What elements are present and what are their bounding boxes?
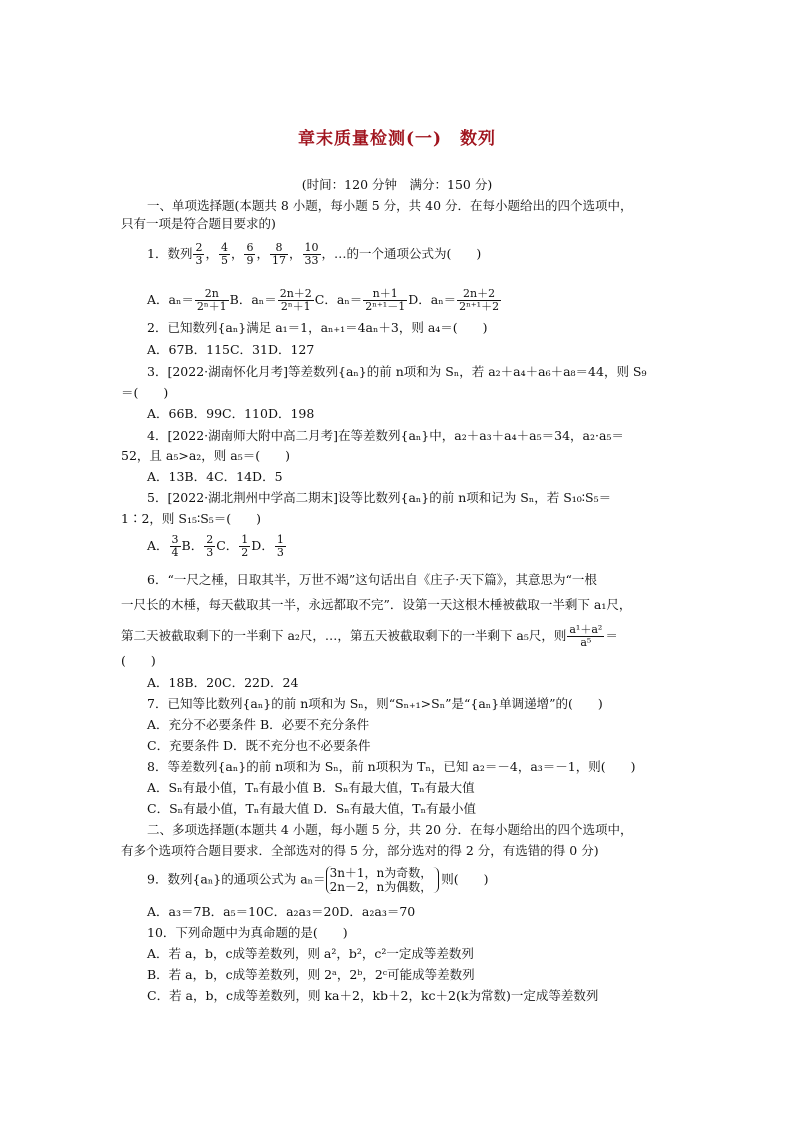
question-6-line4: ( ) xyxy=(121,653,156,668)
section2-heading-cont: 有多个选项符合题目要求．全部选对的得 5 分，部分选对的得 2 分，有选错的得 0 分) xyxy=(121,843,599,858)
question-5: 5．[2022·湖北荆州中学高二期末]设等比数列{aₙ}的前 n项和记为 Sₙ，若 S₁₀∶S₅＝ xyxy=(147,490,612,505)
question-8: 8．等差数列{aₙ}的前 n项和为 Sₙ，前 n项积为 Tₙ，已知 a₂＝－4，a₃＝－1，则( ) xyxy=(147,759,636,774)
question-6-line3: 第二天被截取剩下的一半剩下 a₂尺，…，第五天被截取剩下的一半剩下 a₅尺，则 $\frac{\text{a¹＋a²}}{\text{a⁵}}$ ＝ xyxy=(121,623,618,649)
page-title xyxy=(0,124,794,149)
question-10-option-b: B．若 a，b，c成等差数列，则 2ᵃ，2ᵇ，2ᶜ可能成等差数列 xyxy=(147,967,475,982)
question-7: 7．已知等比数列{aₙ}的前 n项和为 Sₙ，则“Sₙ₊₁>Sₙ”是“{aₙ}单调递增”的( ) xyxy=(147,696,603,711)
question-1: 1．数列 $\frac{2}{3}$ ， $\frac{4}{5}$ ， $\frac{6}{9}$ ， $\frac{8}{17}$ ， $\frac{10}{33}$ ，…的一个通项公式为( ) xyxy=(147,241,482,267)
title-part2: 数列 xyxy=(460,129,497,149)
q1-term5: $\frac{10}{33}$ xyxy=(304,241,319,267)
q1-term2: $\frac{4}{5}$ xyxy=(220,241,228,267)
section1-heading: 一、单项选择题(本题共 8 小题，每小题 5 分，共 40 分．在每小题给出的四个选项中， xyxy=(147,198,633,213)
question-7-options-ab: A．充分不必要条件 B．必要不充分条件 xyxy=(147,717,370,732)
section2-heading: 二、多项选择题(本题共 4 小题，每小题 5 分，共 20 分．在每小题给出的四个选项中， xyxy=(147,822,633,837)
question-4-options: A．13B．4C．14D．5 xyxy=(147,469,283,484)
question-7-options-cd: C．充要条件 D．既不充分也不必要条件 xyxy=(147,738,371,753)
question-9: 9．数列{aₙ}的通项公式为 aₙ＝ 3n＋1，n为奇数， 2n－2，n为偶数， 则( ) xyxy=(147,866,489,894)
question-4: 4．[2022·湖南师大附中高二月考]在等差数列{aₙ}中，a₂＋a₃＋a₄＋a₅＝34，a₂·a₅＝ xyxy=(147,428,624,443)
q1-term1: $\frac{2}{3}$ xyxy=(195,241,203,267)
q9-piecewise: 3n＋1，n为奇数， 2n－2，n为偶数， xyxy=(326,866,433,894)
question-3-cont: ＝( ) xyxy=(121,385,169,400)
question-8-options-ab: A．Sₙ有最小值，Tₙ有最小值 B．Sₙ有最大值，Tₙ有最大值 xyxy=(147,780,475,795)
time-info: (时间：120 分钟 满分：150 分) xyxy=(301,177,493,192)
question-6-line2: 一尺长的木棰，每天截取其一半，永远都取不完”．设第一天这根木棰被截取一半剩下 a₁尺， xyxy=(121,597,632,612)
question-10-option-a: A．若 a，b，c成等差数列，则 a²，b²，c²一定成等差数列 xyxy=(147,946,474,961)
q1-term3: $\frac{6}{9}$ xyxy=(246,241,254,267)
question-6-options: A．18B．20C．22D．24 xyxy=(147,675,299,690)
question-5-options: A． $\frac{3}{4}$ B． $\frac{2}{3}$ C． $\frac{1}{2}$ D． $\frac{1}{3}$ xyxy=(147,533,284,559)
question-9-options: A．a₃＝7B．a₅＝10C．a₂a₃＝20D．a₂a₃＝70 xyxy=(147,904,416,919)
question-3: 3．[2022·湖南怀化月考]等差数列{aₙ}的前 n项和为 Sₙ，若 a₂＋a₄＋a₆＋a₈＝44，则 S₉ xyxy=(147,364,647,379)
question-2-options: A．67B．115C．31D．127 xyxy=(147,342,315,357)
title-part1: 章末质量检测(一) xyxy=(297,129,443,149)
q9-brace-close xyxy=(432,867,439,893)
question-10-option-c: C．若 a，b，c成等差数列，则 ka＋2，kb＋2，kc＋2(k为常数)一定成等差数列 xyxy=(147,988,599,1003)
question-4-cont: 52，且 a₅>a₂，则 a₅＝( ) xyxy=(121,448,290,463)
question-10: 10．下列命题中为真命题的是( ) xyxy=(147,925,348,940)
q1-term4: $\frac{8}{17}$ xyxy=(272,241,286,267)
question-5-cont: 1∶2，则 S₁₅∶S₅＝( ) xyxy=(121,511,262,526)
question-2: 2．已知数列{aₙ}满足 a₁＝1，aₙ₊₁＝4aₙ＋3，则 a₄＝( ) xyxy=(147,320,488,335)
question-3-options: A．66B．99C．110D．198 xyxy=(147,406,315,421)
question-6: 6．“一尺之棰，日取其半，万世不竭”这句话出自《庄子·天下篇》，其意思为“一根 xyxy=(147,572,597,587)
q1-prefix: 1．数列 xyxy=(147,246,193,261)
section1-heading-cont: 只有一项是符合题目要求的) xyxy=(121,216,276,231)
q6-fraction: $\frac{\text{a¹＋a²}}{\text{a⁵}}$ xyxy=(569,623,603,649)
q1-suffix: ，…的一个通项公式为( ) xyxy=(321,246,482,261)
question-1-options: A．aₙ＝ $\frac{2n}{\text{2ⁿ＋1}}$ B．aₙ＝ $\frac{2n+2}{\text{2ⁿ＋1}}$ C．aₙ＝ $\frac{n+1}{\text{2ⁿ⁺¹－1}}$ D．aₙ＝ $\frac{2n+2}{\text{2ⁿ⁺¹＋2}}$ xyxy=(147,287,500,313)
question-8-options-cd: C．Sₙ有最小值，Tₙ有最大值 D．Sₙ有最大值，Tₙ有最小值 xyxy=(147,801,476,816)
